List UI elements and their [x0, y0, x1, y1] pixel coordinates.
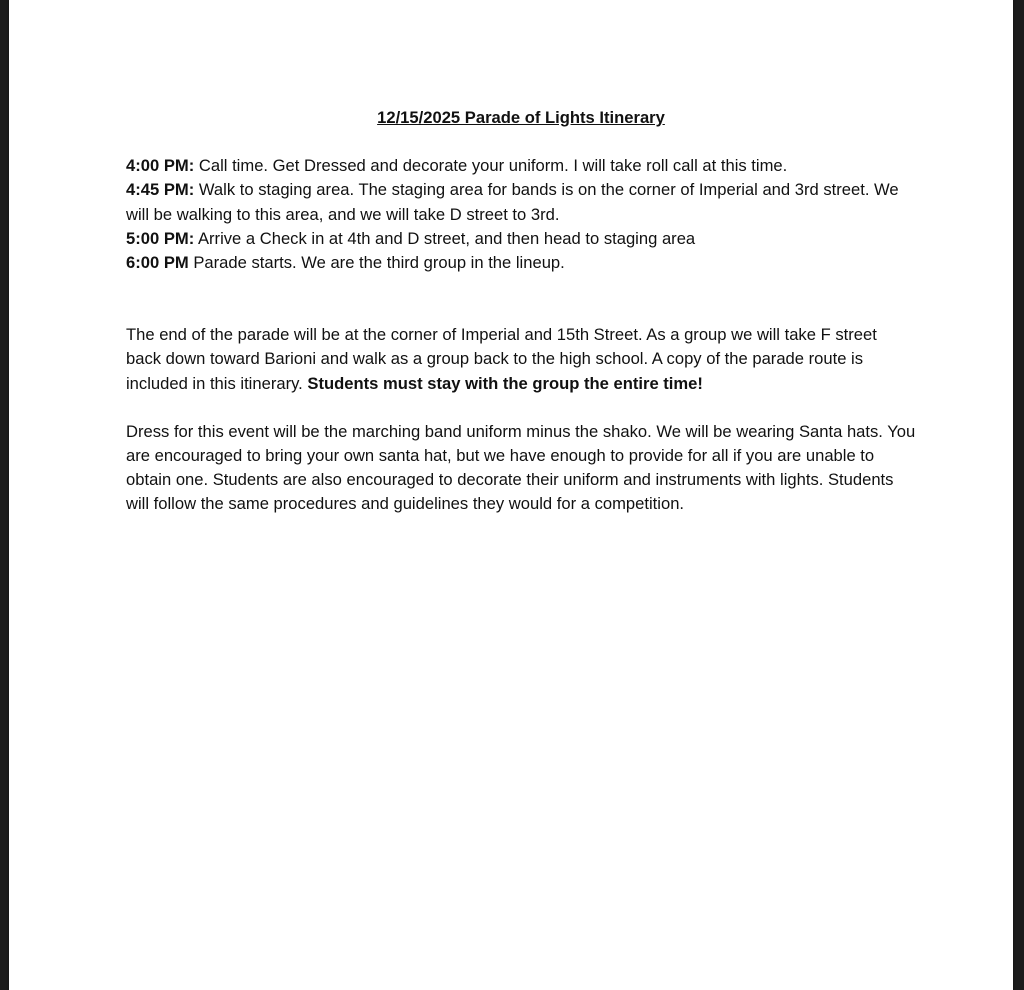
schedule-item	[126, 178, 916, 226]
schedule-text: Call time. Get Dressed and decorate your uniform. I will take roll call at this time.	[198, 156, 788, 176]
schedule-item	[126, 227, 916, 251]
dress-code-paragraph: Dress for this event will be the marching band uniform minus the shako. We will be wearing Santa hats. You are encouraged to bring your own santa hat, but we have enough to provide for all if you are unable to obtain one. Students are also encouraged to decorate their uniform and instruments with lights. Students will follow the same procedures and guidelines they would for a competition.	[126, 421, 916, 514]
schedule-item	[126, 154, 916, 178]
document-page	[9, 0, 1013, 990]
parade-end-text: The end of the parade will be at the corner of Imperial and 15th Street. As a group we will take F street back down toward Barioni and walk as a group back to the high school. A copy of the parade route is included in this itinerary.	[126, 325, 877, 393]
spacer	[126, 396, 916, 420]
schedule-time: 6:00 PM	[126, 253, 189, 273]
schedule-time: 5:00 PM:	[126, 228, 195, 248]
schedule-text: Arrive a Check in at 4th and D street, and then head to staging area	[197, 228, 696, 248]
page-content	[126, 106, 916, 517]
spacer	[126, 275, 916, 323]
schedule-text: Parade starts. We are the third group in the lineup.	[193, 253, 565, 273]
schedule-list	[126, 154, 916, 275]
schedule-item	[126, 251, 916, 275]
parade-end-paragraph	[126, 323, 916, 396]
group-rule-emphasis: Students must stay with the group the entire time!	[307, 373, 703, 393]
schedule-time: 4:00 PM:	[126, 156, 195, 176]
schedule-text: Walk to staging area. The staging area for bands is on the corner of Imperial and 3rd street. We will be walking to this area, and we will take D street to 3rd.	[126, 180, 899, 224]
document-title: 12/15/2025 Parade of Lights Itinerary	[377, 108, 665, 127]
schedule-time: 4:45 PM:	[126, 180, 195, 200]
